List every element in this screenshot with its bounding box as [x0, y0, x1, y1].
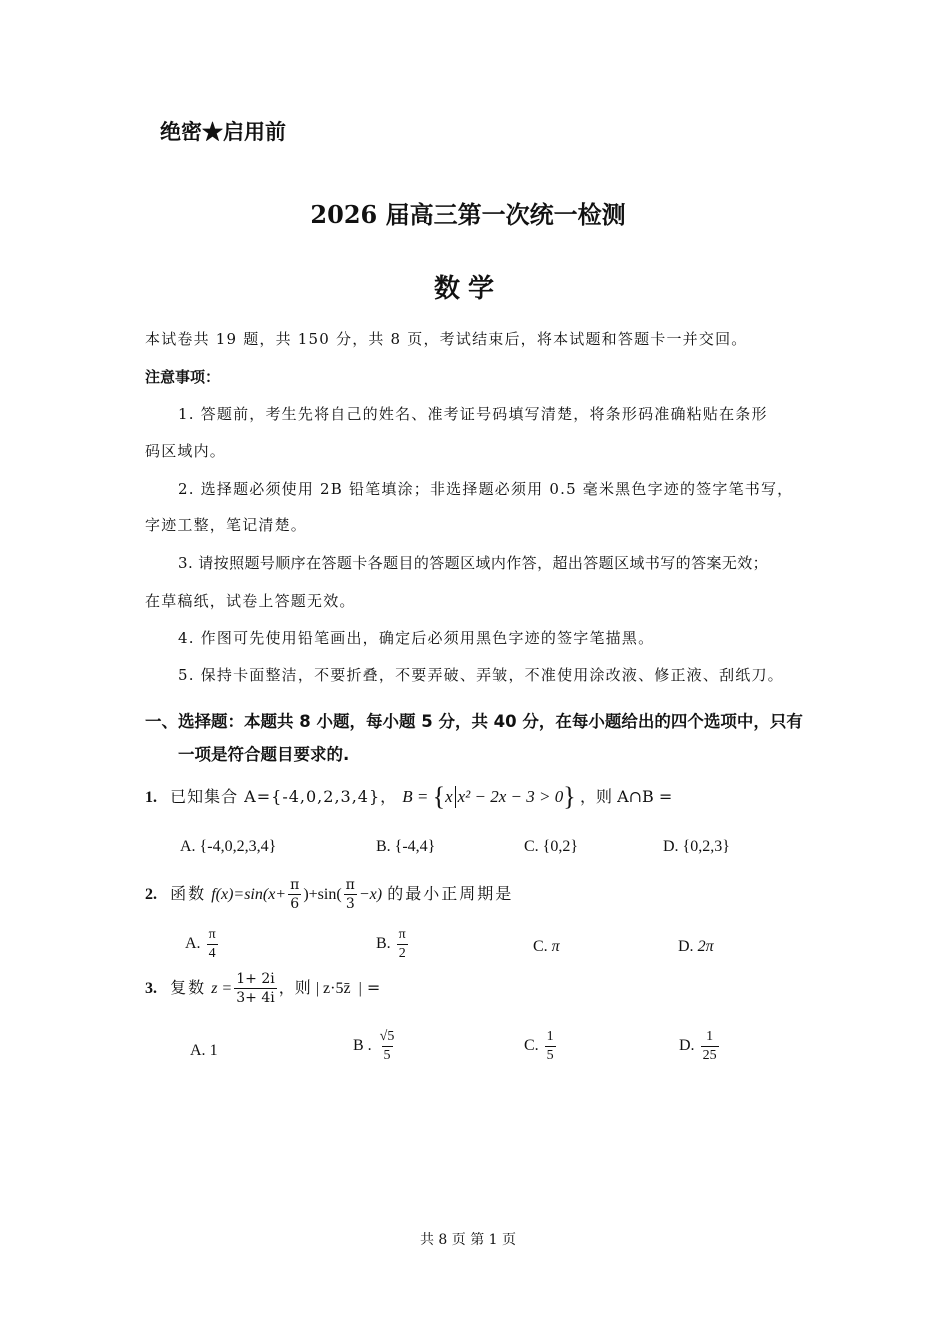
- section-heading-cont: 一项是符合题目要求的.: [178, 745, 350, 764]
- q2-option-c: C. π: [533, 938, 560, 955]
- question-number: 1.: [145, 789, 157, 806]
- notice-item-4: 4. 作图可先使用铅笔画出，确定后必须用黑色字迹的签字笔描黑。: [178, 629, 655, 647]
- q2-option-d: D. 2π: [678, 938, 714, 955]
- function-expr-end: −x): [358, 886, 383, 903]
- set-b: B = {x x² − 2x − 3 > 0}: [402, 782, 576, 811]
- exam-title: 2026 届高三第一次统一检测: [310, 200, 626, 229]
- q3-option-c: C. $\frac{1}{5}$: [524, 1029, 554, 1063]
- notice-heading: 注意事项：: [145, 368, 221, 386]
- subject-title: 数学: [433, 274, 502, 304]
- notice-item-2: 2. 选择题必须使用 2B 铅笔填涂；非选择题必须用 0.5 毫米黑色字迹的签字笔书写，: [178, 480, 794, 498]
- fraction-pi-6: $\frac{\pi}{6}$: [290, 877, 300, 912]
- notice-item-3: 3. 请按照题号顺序在答题卡各题目的答题区域内作答，超出答题区域书写的答案无效；: [178, 554, 769, 572]
- confidential-label: 绝密★启用前: [160, 119, 286, 144]
- q2-option-b: B. $\frac{\pi}{2}$: [376, 927, 406, 961]
- set-b-var: x: [445, 787, 453, 806]
- set-b-lhs: B =: [402, 787, 429, 806]
- notice-item-1: 1. 答题前，考生先将自己的姓名、准考证号码填写清楚，将条形码准确粘贴在条形: [178, 405, 768, 423]
- question-stem-end: ，则 A∩B =: [579, 787, 673, 806]
- question-number: 2.: [145, 886, 157, 903]
- fraction-pi-3: $\frac{\pi}{3}$: [345, 877, 355, 912]
- question-1: [145, 782, 672, 812]
- q3-option-a: A. 1: [190, 1042, 218, 1059]
- abs-expression: | z·5z̄ |: [315, 980, 362, 997]
- complex-fraction: $\frac{1+ 2i}{3+ 4i}$: [236, 971, 275, 1006]
- question-stem: 函数: [170, 884, 207, 903]
- question-stem: 已知集合 A={-4,0,2,3,4}，: [170, 787, 398, 806]
- set-b-condition: x² − 2x − 3 > 0: [457, 787, 564, 806]
- q1-option-a: A. {-4,0,2,3,4}: [180, 838, 277, 855]
- question-stem: 复数: [170, 978, 207, 997]
- question-stem-end: 的最小正周期是: [387, 884, 514, 903]
- q3-option-d: D. $\frac{1}{25}$: [679, 1029, 717, 1063]
- notice-item-2-cont: 字迹工整，笔记清楚。: [145, 516, 308, 534]
- question-stem-end: =: [366, 978, 381, 997]
- q1-option-d: D. {0,2,3}: [663, 838, 730, 855]
- question-number: 3.: [145, 980, 157, 997]
- q1-option-c: C. {0,2}: [524, 838, 579, 855]
- question-2: [145, 878, 513, 911]
- function-expr-mid: )+sin(: [303, 886, 342, 903]
- page-footer: 共 8 页 第 1 页: [419, 1232, 517, 1248]
- q2-option-a: A. $\frac{\pi}{4}$: [185, 927, 216, 961]
- q1-option-b: B. {-4,4}: [376, 838, 436, 855]
- section-heading: 一、选择题：本题共 8 小题，每小题 5 分，共 40 分，在每小题给出的四个选项中，只有: [145, 712, 803, 731]
- question-stem-mid: ，则: [278, 978, 311, 997]
- intro-text: 本试卷共 19 题，共 150 分，共 8 页，考试结束后，将本试题和答题卡一并交回。: [145, 330, 748, 348]
- notice-item-5: 5. 保持卡面整洁，不要折叠，不要弄破、弄皱，不准使用涂改液、修正液、刮纸刀。: [178, 666, 784, 684]
- question-3: [145, 972, 380, 1005]
- function-expr: f(x)=sin(x+: [211, 886, 287, 903]
- notice-item-3-cont: 在草稿纸，试卷上答题无效。: [145, 592, 356, 610]
- z-symbol: z =: [211, 980, 233, 997]
- q3-option-b: B . $\frac{√5}{5}$: [353, 1029, 395, 1063]
- notice-item-1-cont: 码区域内。: [145, 442, 227, 460]
